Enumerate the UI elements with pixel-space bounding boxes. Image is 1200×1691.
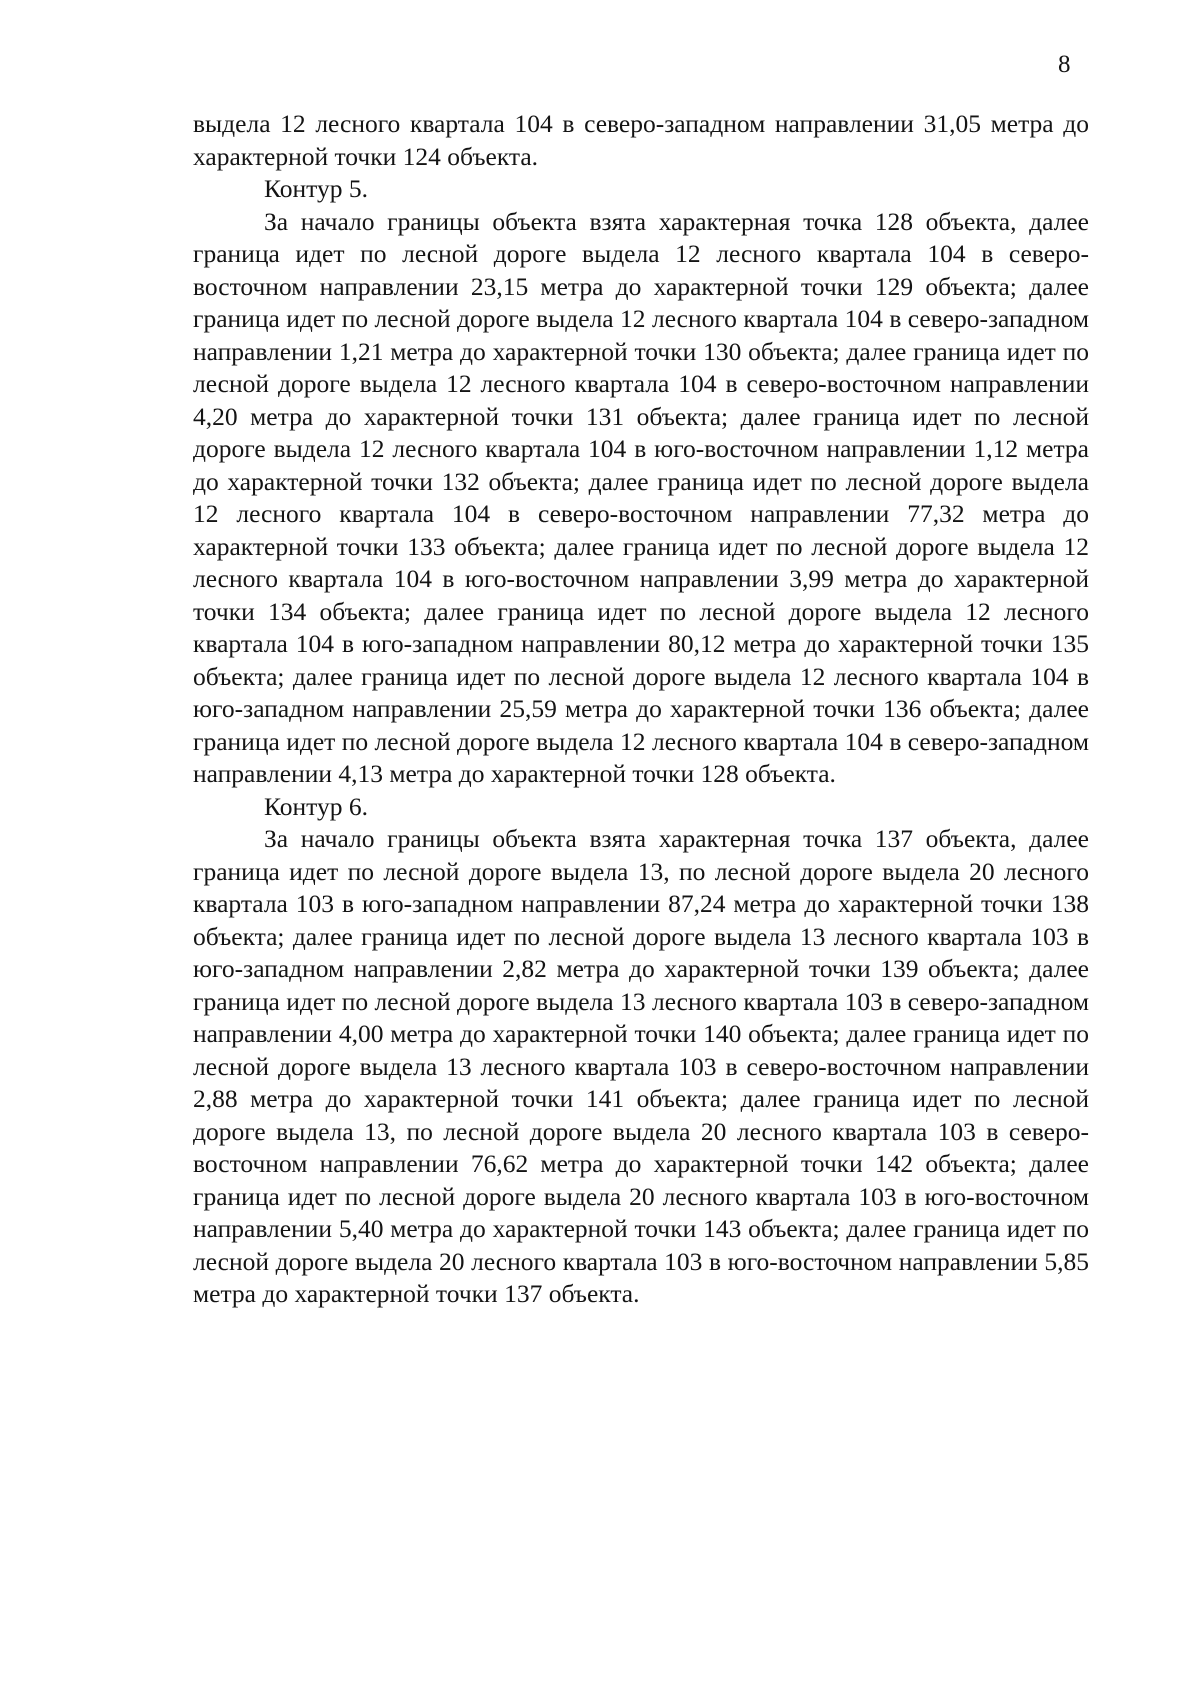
contour-6-description: За начало границы объекта взята характерная точка 137 объекта, далее граница идет по лесной дороге выдела 13, по лесной дороге выдела 20 лесного квартала 103 в юго-западном направлении 87,24 метра до характерной точки 138 объекта; далее граница идет по лесной дороге выдела 13 лесного квартала 103 в юго-западном направлении 2,82 метра до характерной точки 139 объекта; далее граница идет по лесной дороге выдела 13 лесного квартала 103 в северо-западном направлении 4,00 метра до характерной точки 140 объекта; далее граница идет по лесной дороге выдела 13 лесного квартала 103 в северо-восточном направлении 2,88 метра до характерной точки 141 объекта; далее граница идет по лесной дороге выдела 13, по лесной дороге выдела 20 лесного квартала 103 в северо-восточном направлении 76,62 метра до характерной точки 142 объекта; далее граница идет по лесной дороге выдела 20 лесного квартала 103 в юго-восточном направлении 5,40 метра до характерной точки 143 объекта; далее граница идет по лесной дороге выдела 20 лесного квартала 103 в юго-восточном направлении 5,85 метра до характерной точки 137 объекта. xyxy=(193,824,1089,1308)
contour-5-description: За начало границы объекта взята характерная точка 128 объекта, далее граница идет по лесной дороге выдела 12 лесного квартала 104 в северо-восточном направлении 23,15 метра до характерной точки 129 объекта; далее граница идет по лесной дороге выдела 12 лесного квартала 104 в северо-западном направлении 1,21 метра до характерной точки 130 объекта; далее граница идет по лесной дороге выдела 12 лесного квартала 104 в северо-восточном направлении 4,20 метра до характерной точки 131 объекта; далее граница идет по лесной дороге выдела 12 лесного квартала 104 в юго-восточном направлении 1,12 метра до характерной точки 132 объекта; далее граница идет по лесной дороге выдела 12 лесного квартала 104 в северо-восточном направлении 77,32 метра до характерной точки 133 объекта; далее граница идет по лесной дороге выдела 12 лесного квартала 104 в юго-восточном направлении 3,99 метра до характерной точки 134 объекта; далее граница идет по лесной дороге выдела 12 лесного квартала 104 в юго-западном направлении 80,12 метра до характерной точки 135 объекта; далее граница идет по лесной дороге выдела 12 лесного квартала 104 в юго-западном направлении 25,59 метра до характерной точки 136 объекта; далее граница идет по лесной дороге выдела 12 лесного квартала 104 в северо-западном направлении 4,13 метра до характерной точки 128 объекта. xyxy=(193,206,1089,788)
contour-6-heading: Контур 6. xyxy=(264,791,368,821)
page-number: 8 xyxy=(1058,51,1071,78)
document-body xyxy=(193,108,1089,1311)
contour-5-heading: Контур 5. xyxy=(264,174,368,203)
paragraph-continuation: выдела 12 лесного квартала 104 в северо-западном направлении 31,05 метра до характерной точки 124 объекта. xyxy=(193,109,1089,171)
